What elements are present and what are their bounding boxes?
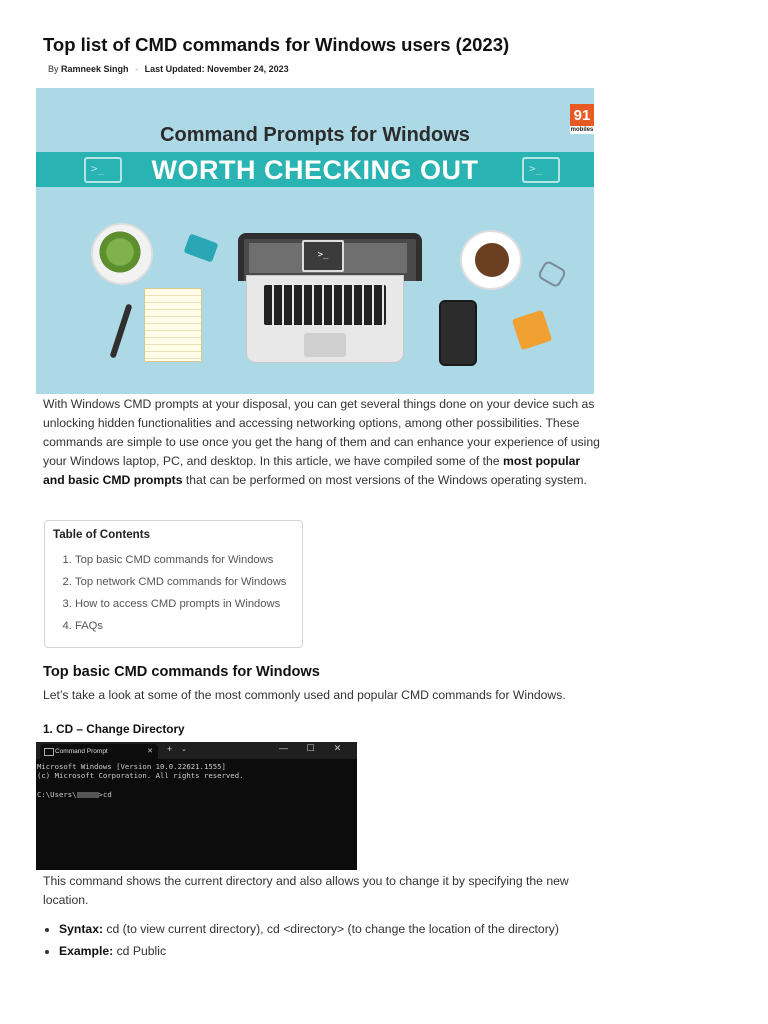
hero-heading: Command Prompts for Windows bbox=[160, 124, 470, 146]
syntax-value: cd (to view current directory), cd <directory> (to change the location of the directory) bbox=[103, 922, 559, 936]
laptop-terminal-glyph: >_ bbox=[317, 250, 329, 260]
redacted-username bbox=[77, 792, 99, 798]
toc-item[interactable]: 4. FAQs bbox=[75, 618, 286, 640]
cmd-screenshot bbox=[36, 742, 357, 870]
author-link[interactable]: Ramneek Singh bbox=[61, 64, 129, 74]
intro-text-1: With Windows CMD prompts at your disposal, you can get several things done on your device such as unlocking hidden functionalities and accessing networking options, among other possibilities. These commands are simple to use once you get the hang of them and can enhance your experience of using your Windows laptop, PC, and desktop. In this article, we have compiled some of the bbox=[43, 397, 600, 468]
intro-paragraph bbox=[43, 395, 603, 490]
intro-bold: most popular and basic CMD prompts bbox=[43, 454, 581, 487]
cmd-tab-title: Command Prompt bbox=[55, 748, 108, 755]
plant-leaves-illustration bbox=[96, 228, 144, 276]
cmd-line-1: Microsoft Windows [Version 10.0.22621.1555] bbox=[37, 762, 226, 771]
close-icon: ✕ bbox=[147, 748, 153, 755]
updated-label: Last Updated: bbox=[144, 64, 205, 74]
hero-banner-text: WORTH CHECKING OUT bbox=[151, 155, 479, 185]
toc-list bbox=[45, 552, 286, 640]
list-item bbox=[59, 920, 559, 942]
maximize-icon: ☐ bbox=[306, 743, 315, 753]
cmd-output bbox=[37, 762, 243, 799]
sticky-note-illustration bbox=[512, 310, 552, 350]
plus-icon: + bbox=[167, 744, 173, 754]
coffee-cup-illustration bbox=[472, 240, 512, 280]
pen-illustration bbox=[109, 303, 132, 358]
toc-item[interactable]: 3. How to access CMD prompts in Windows bbox=[75, 596, 286, 618]
updated-date: November 24, 2023 bbox=[207, 64, 289, 74]
sub-heading: 1. CD – Change Directory bbox=[43, 722, 185, 736]
phone-illustration bbox=[439, 300, 477, 366]
cmd-title-bar bbox=[36, 742, 357, 759]
toc-item[interactable]: 2. Top network CMD commands for Windows bbox=[75, 574, 286, 596]
keyboard-illustration bbox=[264, 285, 386, 325]
terminal-icon-glyph: >_ bbox=[529, 162, 543, 175]
syntax-label: Syntax: bbox=[59, 922, 104, 936]
close-icon: ✕ bbox=[333, 743, 342, 753]
cmd-prompt-prefix: C:\Users\ bbox=[37, 789, 77, 799]
trackpad-illustration bbox=[304, 333, 346, 357]
hero-image bbox=[36, 88, 594, 394]
hero-banner bbox=[36, 152, 594, 187]
example-value: cd Public bbox=[113, 944, 167, 958]
terminal-icon-glyph: >_ bbox=[91, 162, 105, 175]
list-item bbox=[59, 942, 559, 964]
example-label: Example: bbox=[59, 944, 114, 958]
cmd-line-2: (c) Microsoft Corporation. All rights reserved. bbox=[37, 771, 244, 781]
paper-clip-icon bbox=[537, 259, 568, 288]
intro-text-2: that can be performed on most versions of the Windows operating system. bbox=[182, 473, 587, 487]
cmd-prompt-suffix: >cd bbox=[98, 789, 112, 799]
section-intro: Let’s take a look at some of the most commonly used and popular CMD commands for Windows. bbox=[43, 688, 566, 702]
credit-card-illustration bbox=[183, 233, 218, 262]
logo-text: mobiles bbox=[570, 127, 594, 133]
toc-item[interactable]: 1. Top basic CMD commands for Windows bbox=[75, 552, 286, 574]
byline bbox=[48, 64, 289, 74]
laptop-terminal-icon bbox=[302, 240, 344, 272]
minimize-icon: — bbox=[279, 743, 288, 753]
table-of-contents bbox=[44, 520, 303, 648]
section-heading: Top basic CMD commands for Windows bbox=[43, 664, 320, 680]
notepad-illustration bbox=[144, 288, 202, 362]
toc-title: Table of Contents bbox=[53, 528, 151, 541]
chevron-down-icon: ⌄ bbox=[181, 746, 187, 753]
logo-number: 91 bbox=[573, 107, 591, 124]
article-title: Top list of CMD commands for Windows users (2023) bbox=[43, 34, 510, 55]
terminal-icon bbox=[44, 748, 54, 756]
cd-description: This command shows the current directory and also allows you to change it by specifying the new location. bbox=[43, 874, 569, 907]
byline-by: By bbox=[48, 64, 59, 74]
cd-details-list bbox=[43, 920, 559, 964]
window-controls bbox=[270, 743, 351, 754]
cmd-tab bbox=[40, 744, 158, 759]
byline-separator: - bbox=[135, 64, 139, 74]
